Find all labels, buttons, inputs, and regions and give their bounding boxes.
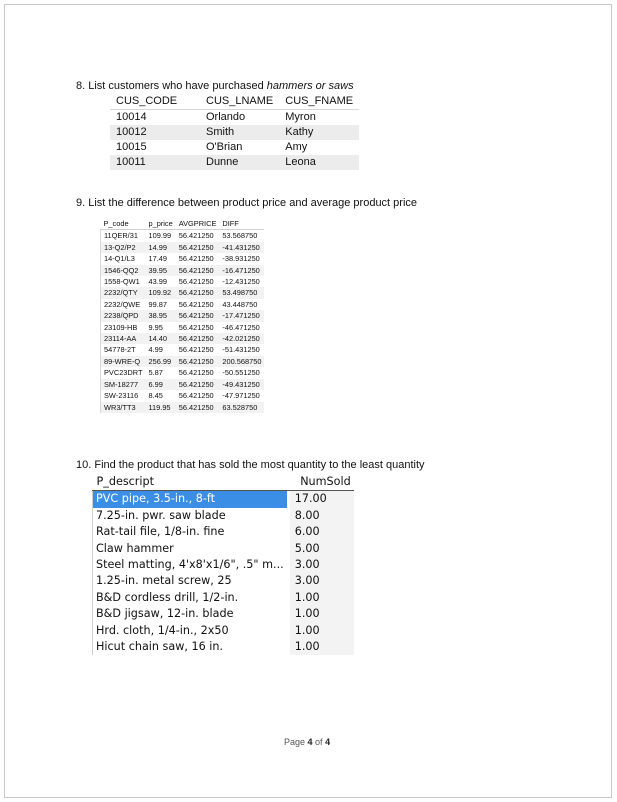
table-row[interactable] <box>93 573 354 589</box>
cell: 56.421250 <box>178 231 214 241</box>
column-header-p-code: P_code <box>101 218 146 230</box>
cell: 56.421250 <box>178 322 214 332</box>
table-row <box>101 344 265 355</box>
q8-heading-text: 8. List customers who have purchased <box>76 80 267 92</box>
num-sold-cell[interactable]: 6.00 <box>290 524 354 540</box>
cell: 38.95 <box>145 310 175 321</box>
table-row <box>110 125 359 140</box>
cell: 63.528750 <box>219 402 264 413</box>
table-row[interactable] <box>93 541 354 557</box>
num-sold-cell[interactable]: 17.00 <box>290 491 354 508</box>
table-row <box>101 333 265 344</box>
cell: 119.95 <box>145 402 175 413</box>
cell: 99.87 <box>148 299 167 309</box>
cell: 11QER/31 <box>101 230 146 242</box>
cell: PVC23DRT <box>101 367 146 378</box>
cell: WR3/TT3 <box>101 402 146 413</box>
cell: -12.431250 <box>222 277 260 287</box>
table-row <box>101 379 265 390</box>
cell: 10015 <box>116 141 147 153</box>
num-sold-cell[interactable]: 3.00 <box>290 573 354 589</box>
product-description-cell[interactable]: 1.25-in. metal screw, 25 <box>93 573 287 589</box>
footer-total-pages: 4 <box>325 737 331 747</box>
footer-prefix: Page <box>284 737 308 747</box>
cell: -50.551250 <box>222 368 260 378</box>
cell: 56.421250 <box>178 299 214 309</box>
cell: 56.421250 <box>176 379 220 390</box>
cell: 10011 <box>110 155 200 170</box>
table-row <box>101 242 265 253</box>
num-sold-cell[interactable]: 3.00 <box>290 557 354 573</box>
cell: Myron <box>285 111 316 123</box>
cell: 53.568750 <box>222 231 258 241</box>
cell: 256.99 <box>145 356 175 367</box>
cell: 10012 <box>110 125 200 140</box>
footer-current-page: 4 <box>307 737 313 747</box>
table-row <box>101 299 265 310</box>
cell: 53.498750 <box>219 287 264 298</box>
column-header-cus-code: CUS_CODE <box>110 94 200 110</box>
cell: -42.021250 <box>219 333 264 344</box>
cell: 23109-HB <box>101 322 146 333</box>
product-description-cell[interactable]: Hrd. cloth, 1/4-in., 2x50 <box>93 623 287 639</box>
cell: 2232/QTY <box>101 287 146 298</box>
cell: Kathy <box>279 125 359 140</box>
product-description-cell[interactable]: Rat-tail file, 1/8-in. fine <box>93 524 287 540</box>
table-row <box>101 265 265 276</box>
cell: -46.471250 <box>222 322 260 332</box>
product-description-cell[interactable]: Steel matting, 4'x8'x1/6", .5" m... <box>93 557 287 573</box>
column-header-avgprice: AVGPRICE <box>176 218 220 230</box>
column-header-cus-lname: CUS_LNAME <box>200 94 279 110</box>
cell: -51.431250 <box>222 345 260 355</box>
cell: 56.421250 <box>176 402 220 413</box>
table-header-row <box>101 218 265 230</box>
table-row <box>110 140 359 155</box>
cell: SM-18277 <box>101 379 146 390</box>
cell: Leona <box>279 155 359 170</box>
product-description-cell[interactable]: B&D cordless drill, 1/2-in. <box>93 590 287 606</box>
cell: 56.421250 <box>176 265 220 276</box>
table-row <box>110 110 359 126</box>
question-8-heading <box>76 80 354 92</box>
cell: O'Brian <box>206 141 243 153</box>
table-row <box>110 155 359 170</box>
num-sold-cell[interactable]: 1.00 <box>290 606 354 622</box>
cell: 17.49 <box>148 254 167 264</box>
cell: 39.95 <box>145 265 175 276</box>
table-row <box>101 390 265 401</box>
cell: 56.421250 <box>176 287 220 298</box>
customers-table <box>110 94 359 170</box>
cell: SW-23116 <box>101 390 146 401</box>
page-number-footer <box>284 737 330 747</box>
product-description-cell[interactable]: B&D jigsaw, 12-in. blade <box>93 606 287 622</box>
table-row <box>101 367 265 378</box>
table-row <box>101 230 265 242</box>
table-row <box>101 310 265 321</box>
cell: -41.431250 <box>219 242 264 253</box>
question-10-heading: 10. Find the product that has sold the most quantity to the least quantity <box>76 459 425 471</box>
cell: 14.99 <box>145 242 175 253</box>
product-description-cell[interactable]: PVC pipe, 3.5-in., 8-ft <box>93 491 287 508</box>
cell: 56.421250 <box>178 277 214 287</box>
table-row <box>101 402 265 413</box>
cell: 9.95 <box>148 322 163 332</box>
column-header-cus-fname: CUS_FNAME <box>279 94 359 110</box>
cell: Dunne <box>200 155 279 170</box>
q8-heading-italic: hammers or saws <box>266 80 354 92</box>
price-difference-table <box>100 218 264 413</box>
cell: -47.971250 <box>222 391 260 401</box>
cell: -49.431250 <box>219 379 264 390</box>
cell: 89-WRE-Q <box>101 356 146 367</box>
cell: 23114-AA <box>101 333 146 344</box>
cell: -38.931250 <box>222 254 260 264</box>
column-header-diff: DIFF <box>219 218 264 230</box>
cell: Orlando <box>206 111 246 123</box>
table-row[interactable] <box>93 639 354 655</box>
cell: 1546-QQ2 <box>101 265 146 276</box>
num-sold-cell[interactable]: 5.00 <box>290 541 354 557</box>
table-row <box>101 276 265 287</box>
cell: 43.448750 <box>222 299 258 309</box>
cell: 5.87 <box>148 368 163 378</box>
product-description-cell[interactable]: Hicut chain saw, 16 in. <box>93 639 287 655</box>
cell: 109.99 <box>148 231 172 241</box>
table-row[interactable] <box>93 623 354 639</box>
table-header-row <box>93 474 354 491</box>
table-row <box>101 287 265 298</box>
cell: -17.471250 <box>219 310 264 321</box>
cell: 14.40 <box>145 333 175 344</box>
cell: 13-Q2/P2 <box>101 242 146 253</box>
cell: 14-Q1/L3 <box>101 253 146 264</box>
column-header-p-price: p_price <box>145 218 175 230</box>
cell: 56.421250 <box>178 254 214 264</box>
table-row[interactable] <box>93 557 354 573</box>
cell: 4.99 <box>148 345 163 355</box>
cell: 56.421250 <box>178 345 214 355</box>
products-sold-table <box>92 474 354 655</box>
cell: 56.421250 <box>178 368 214 378</box>
cell: 54778-2T <box>101 344 146 355</box>
product-description-cell[interactable]: 7.25-in. pwr. saw blade <box>93 508 287 524</box>
cell: 2232/QWE <box>101 299 146 310</box>
num-sold-cell[interactable]: 1.00 <box>290 639 354 655</box>
cell: 200.568750 <box>219 356 264 367</box>
num-sold-cell[interactable]: 1.00 <box>290 590 354 606</box>
cell: 6.99 <box>145 379 175 390</box>
footer-middle: of <box>312 737 326 747</box>
table-row-selected[interactable] <box>93 491 354 508</box>
table-row <box>101 322 265 333</box>
cell: 109.92 <box>145 287 175 298</box>
cell: 56.421250 <box>176 356 220 367</box>
cell: 1558-QW1 <box>101 276 146 287</box>
question-9-heading: 9. List the difference between product price and average product price <box>76 197 418 209</box>
cell: 56.421250 <box>176 333 220 344</box>
cell: -16.471250 <box>219 265 264 276</box>
table-header-row <box>110 94 359 110</box>
column-header-numsold: NumSold <box>290 474 354 491</box>
table-row <box>101 253 265 264</box>
cell: 8.45 <box>148 391 163 401</box>
cell: Amy <box>285 141 308 153</box>
cell: 2238/QPD <box>101 310 146 321</box>
column-header-p-descript: P_descript <box>93 474 287 491</box>
num-sold-cell[interactable]: 8.00 <box>290 508 354 524</box>
table-row[interactable] <box>93 606 354 622</box>
cell: 56.421250 <box>178 391 214 401</box>
table-row[interactable] <box>93 524 354 540</box>
num-sold-cell[interactable]: 1.00 <box>290 623 354 639</box>
table-row[interactable] <box>93 590 354 606</box>
cell: 56.421250 <box>176 242 220 253</box>
cell: 10014 <box>116 111 147 123</box>
cell: 56.421250 <box>176 310 220 321</box>
cell: 43.99 <box>148 277 167 287</box>
product-description-cell[interactable]: Claw hammer <box>93 541 287 557</box>
cell: Smith <box>200 125 279 140</box>
table-row[interactable] <box>93 508 354 524</box>
table-row <box>101 356 265 367</box>
